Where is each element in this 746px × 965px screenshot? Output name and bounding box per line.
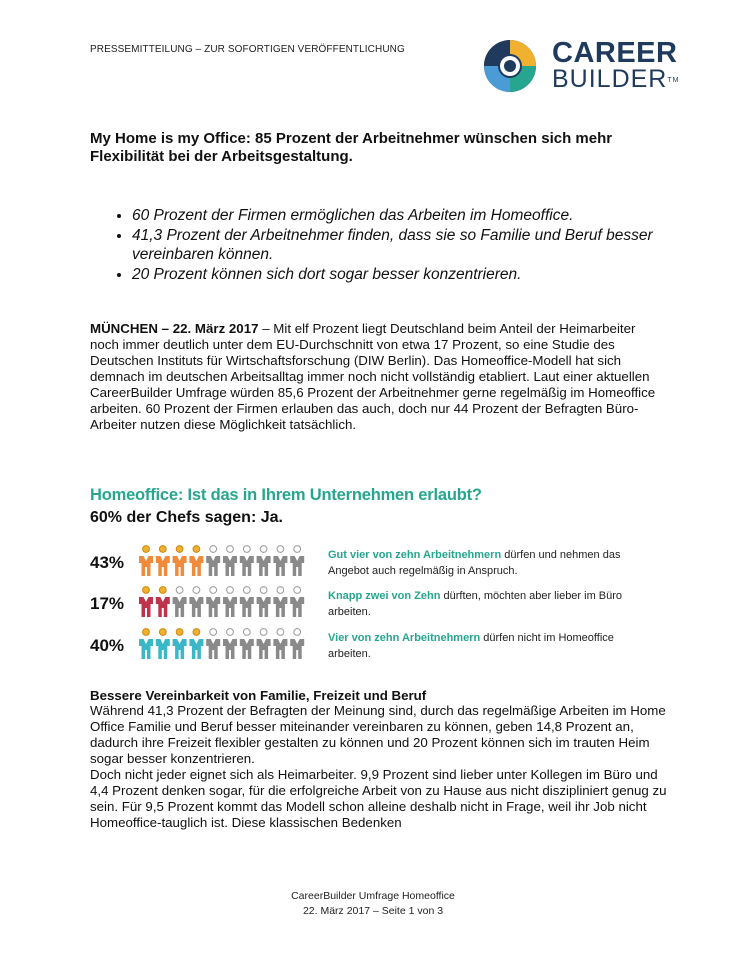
- row-highlight: Knapp zwei von Zehn: [328, 590, 441, 602]
- person-icon-highlighted: [156, 629, 170, 659]
- person-icon: [273, 546, 287, 576]
- row-highlight: Vier von zehn Arbeitnehmern: [328, 632, 481, 644]
- infographic-subtitle: 60% der Chefs sagen: Ja.: [90, 509, 283, 526]
- infographic-row: [90, 545, 650, 581]
- row-percent: 43%: [90, 553, 125, 572]
- intro-text: – Mit elf Prozent liegt Deutschland beim Anteil der Heimarbeiter noch immer deutlich unter dem EU-Durchschnitt von etwa 17 Prozent, so eine Studie des Deutschen Instituts für Wirtschaftsforschung (DIW Berlin). Das Homeoffice-Modell hat sich demnach im deutschen Arbeitsalltag immer noch nicht vollständig etabliert. Laut einer aktuellen CareerBuilder Umfrage würden 85,6 Prozent der Arbeitnehmer gerne regelmäßig im Homeoffice arbeiten. 60 Prozent der Firmen erlauben das auch, doch nur 44 Prozent der Befragten Büro-Arbeiter nutzen diese Möglichkeit tatsächlich.: [90, 321, 656, 432]
- person-icon-highlighted: [139, 546, 153, 576]
- dateline: MÜNCHEN – 22. März 2017: [90, 321, 259, 336]
- person-icon: [240, 546, 254, 576]
- page-footer: [0, 889, 746, 919]
- people-icons: [138, 545, 308, 581]
- row-text: dürfen nicht im Homeoffice arbeiten.: [328, 632, 614, 660]
- person-icon-highlighted: [156, 546, 170, 576]
- person-icon: [257, 587, 271, 617]
- section-paragraph: Während 41,3 Prozent der Befragten der Meinung sind, durch das regelmäßige Arbeiten im Home Office Familie und Beruf besser miteinander vereinbaren zu können, geben 14,8 Prozent an, dadurch ihre Freizeit flexibler gestalten zu können und 20 Prozent können sich im trauten Heim sogar besser konzentrieren.: [90, 703, 666, 766]
- person-icon: [257, 629, 271, 659]
- person-icon: [206, 587, 220, 617]
- logo-line-career: CAREER: [552, 37, 678, 69]
- infographic-title: Homeoffice: Ist das in Ihrem Unternehmen erlaubt?: [90, 486, 482, 504]
- person-icon-highlighted: [139, 587, 153, 617]
- person-icon-highlighted: [189, 629, 203, 659]
- section-heading: Bessere Vereinbarkeit von Familie, Freizeit und Beruf: [90, 688, 427, 703]
- infographic-row: [90, 586, 650, 622]
- press-release-label: PRESSEMITTEILUNG – ZUR SOFORTIGEN VERÖFFENTLICHUNG: [90, 44, 405, 55]
- key-fact-item: • 60 Prozent der Firmen ermöglichen das Arbeiten im Homeoffice.: [132, 206, 692, 225]
- footer-title: CareerBuilder Umfrage Homeoffice: [291, 890, 455, 902]
- careerbuilder-logo-icon: [482, 37, 542, 93]
- people-icons: [138, 628, 308, 664]
- row-text: dürften, möchten aber lieber im Büro arbeiten.: [328, 590, 623, 618]
- person-icon: [223, 629, 237, 659]
- person-icon: [273, 629, 287, 659]
- footer-page-info: 22. März 2017 – Seite 1 von 3: [302, 905, 444, 917]
- row-highlight: Gut vier von zehn Arbeitnehmern: [328, 549, 502, 561]
- person-icon-highlighted: [189, 546, 203, 576]
- person-icon-highlighted: [139, 629, 153, 659]
- careerbuilder-logo: [482, 37, 682, 95]
- person-icon: [206, 546, 220, 576]
- infographic-row: [90, 628, 650, 664]
- row-percent: 17%: [90, 594, 125, 613]
- person-icon-highlighted: [173, 629, 187, 659]
- person-icon: [173, 587, 187, 617]
- key-fact-item: • 20 Prozent können sich dort sogar besser konzentrieren.: [132, 265, 692, 284]
- person-icon: [223, 587, 237, 617]
- person-icon: [206, 629, 220, 659]
- key-facts-list: [108, 206, 692, 285]
- person-icon: [290, 546, 304, 576]
- row-text: dürfen und nehmen das Angebot auch regelmäßig in Anspruch.: [328, 549, 621, 577]
- row-percent: 40%: [90, 636, 125, 655]
- logo-line-builder: BUILDER: [552, 65, 668, 93]
- press-title: My Home is my Office: 85 Prozent der Arbeitnehmer wünschen sich mehr Flexibilität bei der Arbeitsgestaltung.: [90, 130, 613, 165]
- person-icon: [240, 587, 254, 617]
- person-icon: [257, 546, 271, 576]
- person-icon: [240, 629, 254, 659]
- people-icons: [138, 586, 308, 622]
- person-icon: [189, 587, 203, 617]
- section-paragraph: Doch nicht jeder eignet sich als Heimarbeiter. 9,9 Prozent sind lieber unter Kollegen im Büro und 4,4 Prozent denken sogar, für die erfolgreiche Arbeit von zu Hause aus nicht diszipliniert genug zu sein. Für 9,5 Prozent kommt das Modell schon alleine deshalb nicht in Frage, weil ihr Job nicht Homeoffice-tauglich ist. Diese klassischen Bedenken: [90, 767, 667, 830]
- row-description: [328, 630, 648, 662]
- person-icon-highlighted: [156, 587, 170, 617]
- intro-paragraph: [90, 321, 665, 433]
- person-icon: [290, 629, 304, 659]
- row-description: [328, 547, 648, 579]
- person-icon-highlighted: [173, 546, 187, 576]
- person-icon: [290, 587, 304, 617]
- person-icon: [223, 546, 237, 576]
- logo-trademark: TM: [667, 77, 680, 84]
- key-fact-item: • 41,3 Prozent der Arbeitnehmer finden, dass sie so Familie und Beruf besser vereinbaren können.: [132, 226, 692, 264]
- section-body: [90, 703, 670, 831]
- person-icon: [273, 587, 287, 617]
- row-description: [328, 588, 648, 620]
